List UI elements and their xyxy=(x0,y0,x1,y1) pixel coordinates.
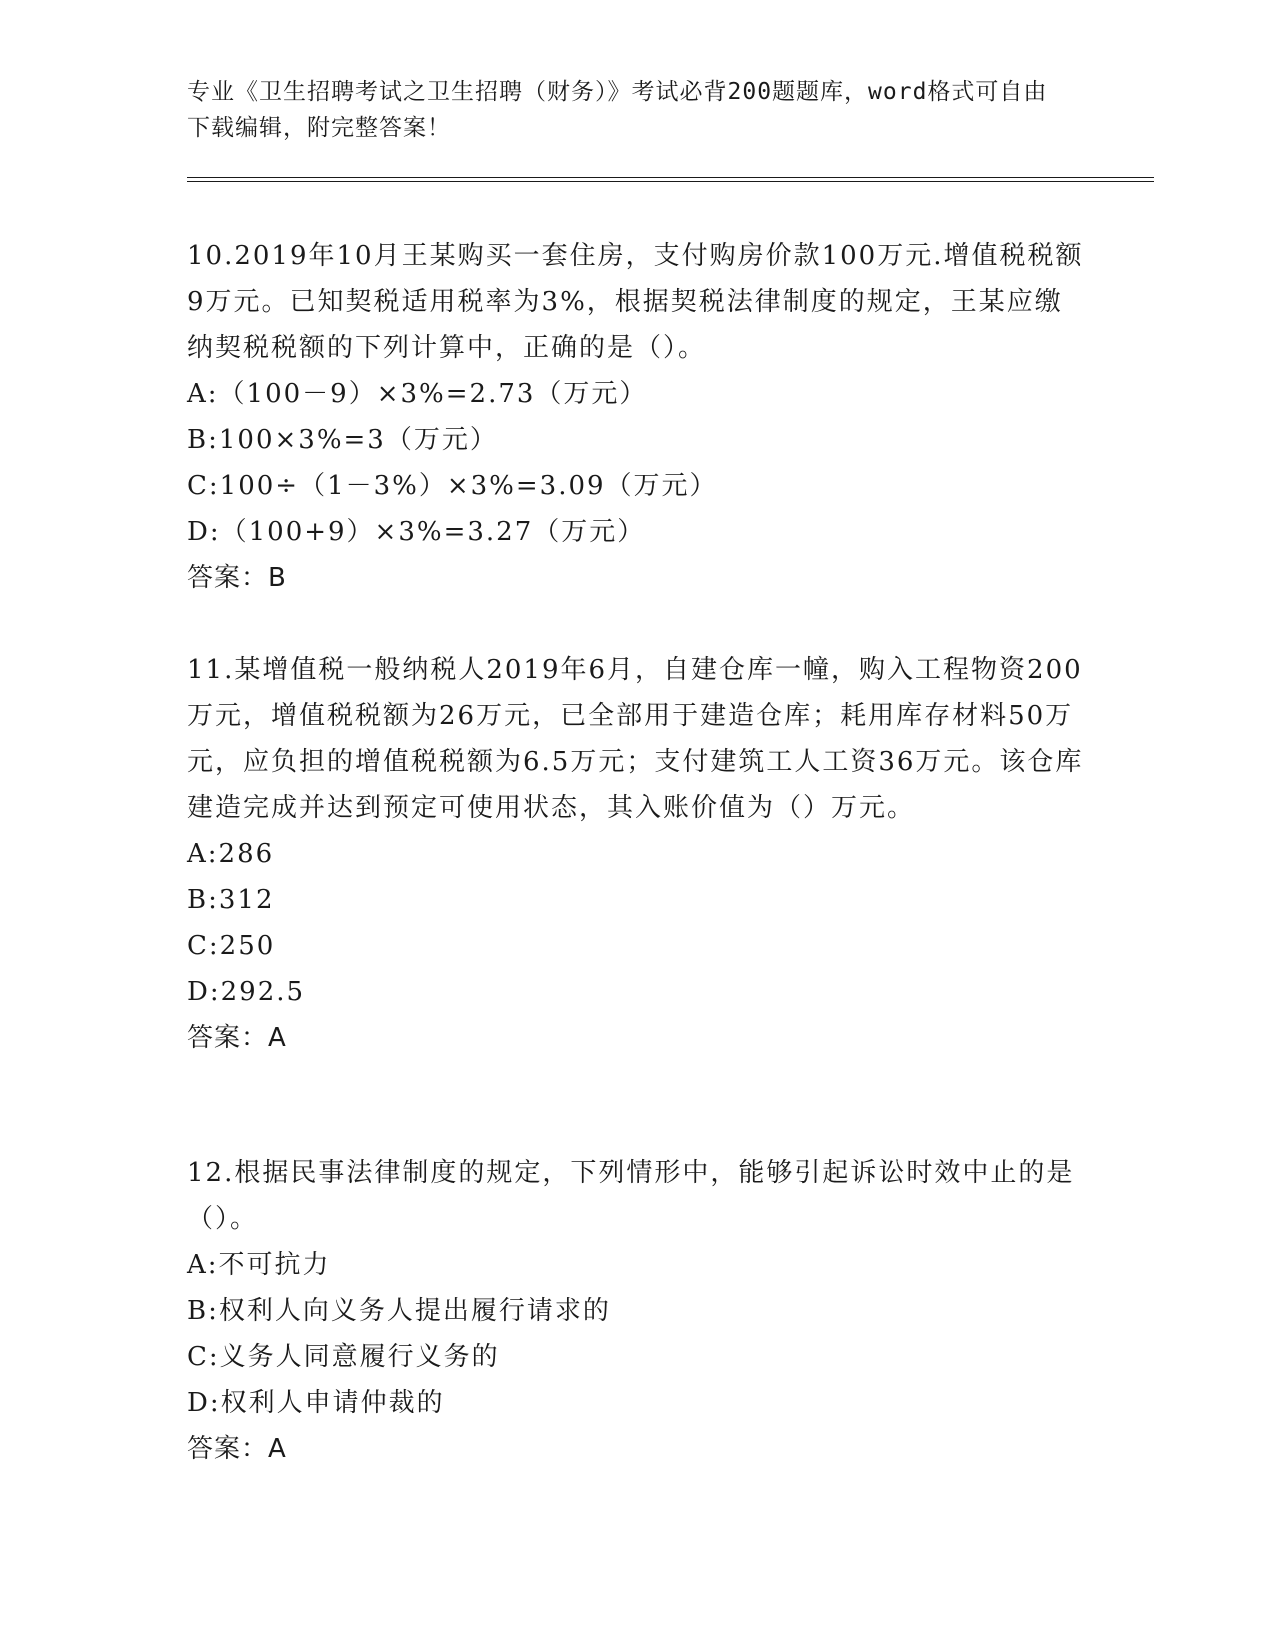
option-c: C:100÷（1－3%）×3%=3.09（万元） xyxy=(187,471,718,501)
answer-label: 答案：A xyxy=(187,1434,287,1464)
option-b: B:312 xyxy=(187,885,275,915)
answer-label: 答案：A xyxy=(187,1023,287,1053)
question-stem: 12.根据民事法律制度的规定，下列情形中，能够引起诉讼时效中止的是（）。 xyxy=(187,1158,1075,1234)
option-c: C:义务人同意履行义务的 xyxy=(187,1342,500,1372)
header-divider xyxy=(187,177,1154,182)
option-b: B:权利人向义务人提出履行请求的 xyxy=(187,1296,611,1326)
question-stem: 10.2019年10月王某购买一套住房，支付购房价款100万元.增值税税额9万元。已知契税适用税率为3%，根据契税法律制度的规定，王某应缴纳契税税额的下列计算中，正确的是（）。 xyxy=(187,241,1084,363)
answer-label: 答案：B xyxy=(187,563,287,593)
option-d: D:292.5 xyxy=(187,977,306,1007)
option-c: C:250 xyxy=(187,931,276,961)
option-b: B:100×3%=3（万元） xyxy=(187,425,498,455)
question-11 xyxy=(187,647,1087,1061)
question-10 xyxy=(187,233,1087,601)
option-d: D:权利人申请仲裁的 xyxy=(187,1388,445,1418)
option-d: D:（100+9）×3%=3.27（万元） xyxy=(187,517,646,547)
document-header: 专业《卫生招聘考试之卫生招聘（财务）》考试必背200题题库，word格式可自由下载编辑，附完整答案！ xyxy=(187,79,1048,141)
question-12 xyxy=(187,1150,1087,1472)
question-stem: 11.某增值税一般纳税人2019年6月，自建仓库一幢，购入工程物资200万元，增值税税额为26万元，已全部用于建造仓库；耗用库存材料50万元，应负担的增值税税额为6.5万元；支付建筑工人工资36万元。该仓库建造完成并达到预定可使用状态，其入账价值为（）万元。 xyxy=(187,655,1084,823)
option-a: A:不可抗力 xyxy=(187,1250,331,1280)
option-a: A:（100－9）×3%=2.73（万元） xyxy=(187,379,648,409)
option-a: A:286 xyxy=(187,839,275,869)
